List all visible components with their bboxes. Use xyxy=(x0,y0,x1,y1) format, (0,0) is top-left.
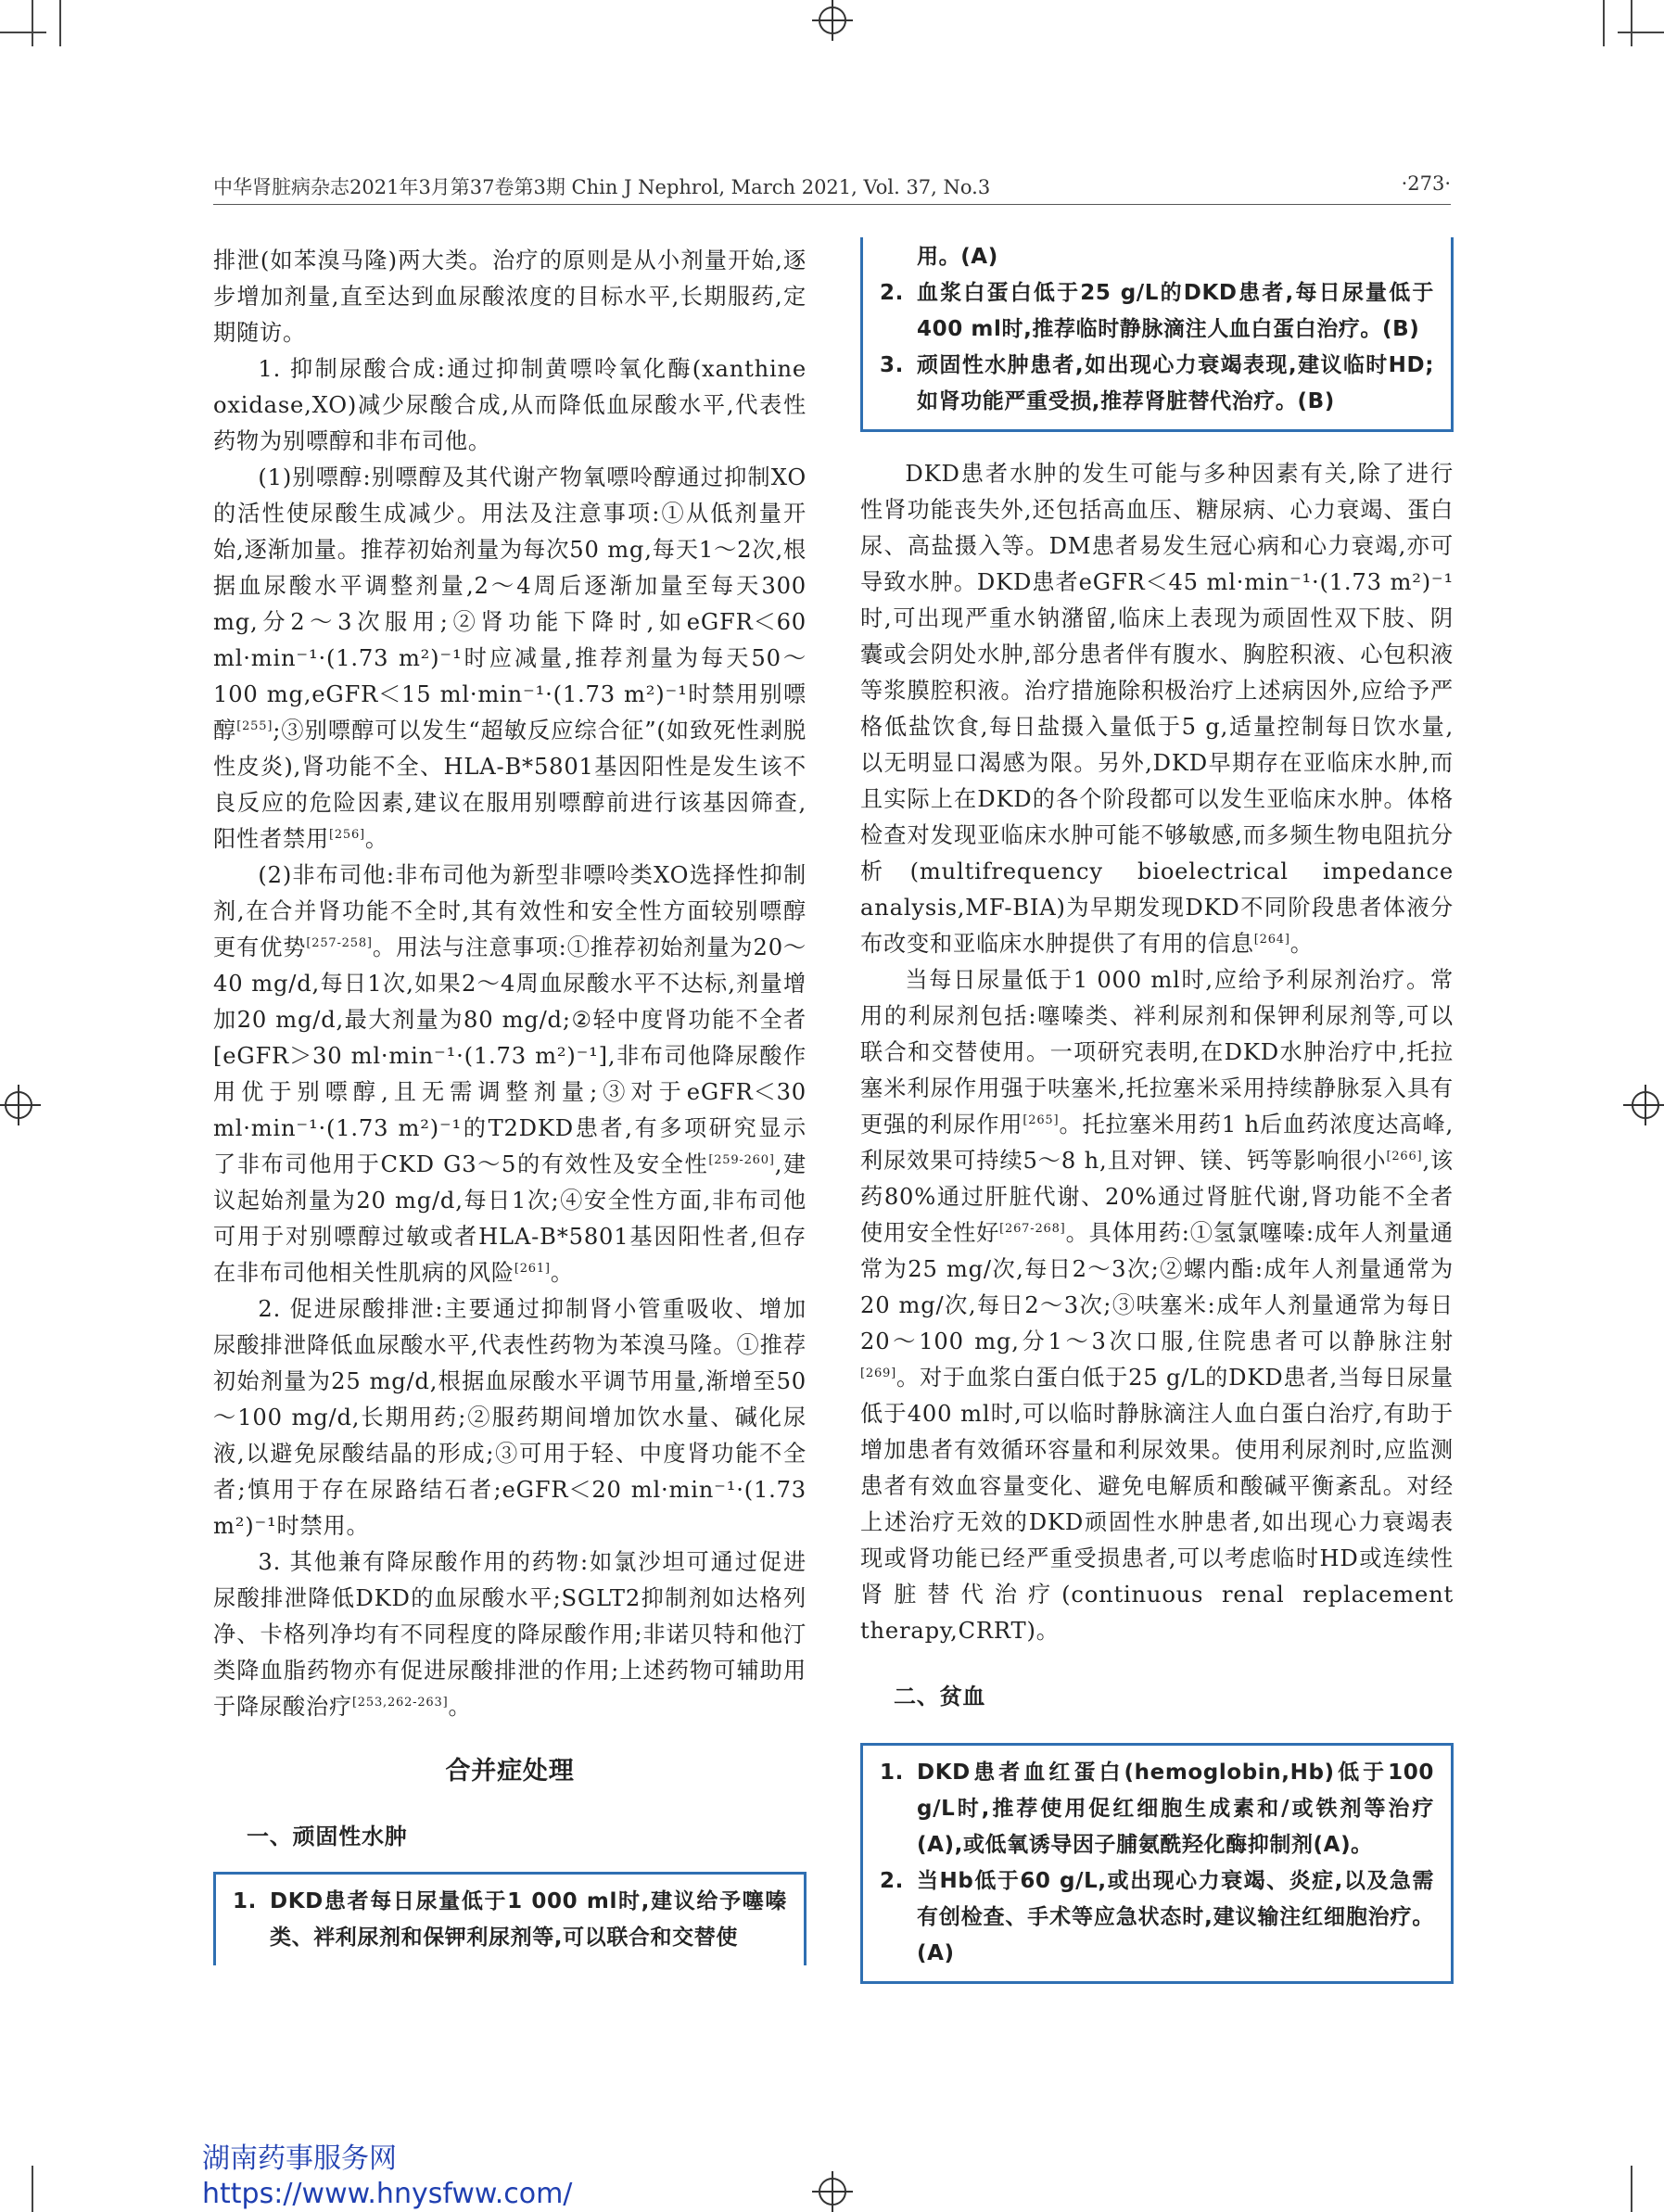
registration-mark-bottom xyxy=(808,2164,857,2212)
citation: [259-260] xyxy=(708,1152,775,1167)
right-column xyxy=(860,237,1454,1984)
citation: [265] xyxy=(1023,1112,1060,1127)
crop-mark-top-right-v xyxy=(1631,0,1632,46)
running-header xyxy=(213,167,1451,204)
citation: [264] xyxy=(1253,932,1290,947)
subsection-title: 二、贫血 xyxy=(894,1684,986,1710)
site-name: 湖南药事服务网 xyxy=(202,2142,397,2175)
recommendation-item xyxy=(880,348,1434,420)
paragraph: 排泄(如苯溴马隆)两大类。治疗的原则是从小剂量开始,逐步增加剂量,直至达到血尿酸浓度的目标水平,长期服药,定期随访。 xyxy=(213,248,807,346)
crop-mark-top-left-v xyxy=(32,0,33,46)
page-number: ·273· xyxy=(1401,172,1451,195)
citation: [267-268] xyxy=(999,1221,1066,1236)
registration-mark-right xyxy=(1616,1081,1664,1129)
paragraph: 2. 促进尿酸排泄:主要通过抑制肾小管重吸收、增加尿酸排泄降低血尿酸水平,代表性药物为苯溴马隆。①推荐初始剂量为25 mg/d,根据血尿酸水平调节用量,渐增至50～100 mg/d,长期用药;②服药期间增加饮水量、碱化尿液,以避免尿酸结晶的形成;③可用于轻、中度肾功能不全者;慎用于存在尿路结石者;eGFR＜20 ml·min⁻¹·(1.73 m²)⁻¹时禁用。 xyxy=(213,1296,807,1539)
item-number: 1. xyxy=(880,1761,904,1785)
item-text: DKD患者血红蛋白(hemoglobin,Hb)低于100 g/L时,推荐使用促红细胞生成素和/或铁剂等治疗(A),或低氧诱导因子脯氨酰羟化酶抑制剂(A)。 xyxy=(917,1761,1434,1857)
crop-mark-bottom-left-v xyxy=(32,2166,33,2212)
crop-mark-top-left-h xyxy=(0,32,46,33)
section-title: 合并症处理 xyxy=(445,1757,575,1786)
recommendation-item xyxy=(880,275,1434,348)
site-footer xyxy=(202,2142,572,2212)
citation: [255] xyxy=(236,718,273,733)
item-number: 2. xyxy=(880,1869,904,1893)
subsection-title: 一、顽固性水肿 xyxy=(247,1824,408,1850)
crop-mark-top-right-h xyxy=(1618,32,1664,33)
recommendation-item xyxy=(880,1863,1434,1972)
paragraph-diuretics: 当每日尿量低于1 000 ml时,应给予利尿剂治疗。常用的利尿剂包括:噻嗪类、袢利尿剂和保钾利尿剂等,可以联合和交替使用。一项研究表明,在DKD水肿治疗中,托拉塞米利尿作用强于呋塞米,托拉塞米采用持续静脉泵入具有更强的利尿作用[265]。托拉塞米用药1 h后血药浓度达高峰,利尿效果可持续5～8 h,且对钾、镁、钙等影响很小[266],该药80%通过肝脏代谢、20%通过肾脏代谢,肾功能不全者使用安全性好[267-268]。具体用药:①氢氯噻嗪:成年人剂量通常为25 mg/次,每日2～3次;②螺内酯:成年人剂量通常为20 mg/次,每日2～3次;③呋塞米:成年人剂量通常为每日20～100 mg,分1～3次口服,住院患者可以静脉注射[269]。对于血浆白蛋白低于25 g/L的DKD患者,当每日尿量低于400 ml时,可以临时静脉滴注人血白蛋白治疗,有助于增加患者有效循环容量和利尿效果。使用利尿剂时,应监测患者有效血容量变化、避免电解质和酸碱平衡紊乱。对经上述治疗无效的DKD顽固性水肿患者,如出现心力衰竭表现或肾功能已经严重受损患者,可以考虑临时HD或连续性肾脏替代治疗(continuous renal replacement therapy,CRRT)。 xyxy=(860,967,1454,1644)
paragraph: 1. 抑制尿酸合成:通过抑制黄嘌呤氧化酶(xanthine oxidase,XO)减少尿酸合成,从而降低血尿酸水平,代表性药物为别嘌醇和非布司他。 xyxy=(213,356,807,454)
paragraph-edema: DKD患者水肿的发生可能与多种因素有关,除了进行性肾功能丧失外,还包括高血压、糖尿病、心力衰竭、蛋白尿、高盐摄入等。DM患者易发生冠心病和心力衰竭,亦可导致水肿。DKD患者eGFR＜45 ml·min⁻¹·(1.73 m²)⁻¹时,可出现严重水钠潴留,临床上表现为顽固性双下肢、阴囊或会阴处水肿,部分患者伴有腹水、胸腔积液、心包积液等浆膜腔积液。治疗措施除积极治疗上述病因外,应给予严格低盐饮食,每日盐摄入量低于5 g,适量控制每日饮水量,以无明显口渴感为限。另外,DKD早期存在亚临床水肿,而且实际上在DKD的各个阶段都可以发生亚临床水肿。体格检查对发现亚临床水肿可能不够敏感,而多频生物电阻抗分析(multifrequency bioelectrical impedance analysis,MF-BIA)为早期发现DKD不同阶段患者体液分布改变和亚临床水肿提供了有用的信息[264]。 xyxy=(860,461,1454,957)
item-text: 用。(A) xyxy=(917,245,998,269)
recommendation-box-continued xyxy=(860,237,1454,432)
item-text: 当Hb低于60 g/L,或出现心力衰竭、炎症,以及急需有创检查、手术等应急状态时,建议输注红细胞治疗。(A) xyxy=(917,1869,1434,1965)
recommendation-box xyxy=(213,1872,807,1965)
paragraph: 3. 其他兼有降尿酸作用的药物:如氯沙坦可通过促进尿酸排泄降低DKD的血尿酸水平;SGLT2抑制剂如达格列净、卡格列净均有不同程度的降尿酸作用;非诺贝特和他汀类降血脂药物亦有促进尿酸排泄的作用;上述药物可辅助用于降尿酸治疗[253,262-263]。 xyxy=(213,1549,807,1720)
left-column xyxy=(213,243,807,1965)
recommendation-item xyxy=(880,1755,1434,1863)
item-number: 1. xyxy=(233,1889,257,1913)
citation: [253,262-263] xyxy=(351,1695,449,1710)
journal-citation: 中华肾脏病杂志2021年3月第37卷第3期 Chin J Nephrol, March 2021, Vol. 37, No.3 xyxy=(213,176,991,198)
recommendation-item xyxy=(880,239,1434,275)
citation: [266] xyxy=(1386,1149,1423,1163)
item-text: DKD患者每日尿量低于1 000 ml时,建议给予噻嗪类、袢利尿剂和保钾利尿剂等,可以联合和交替使 xyxy=(270,1889,787,1950)
citation: [256] xyxy=(328,827,365,842)
citation: [257-258] xyxy=(306,935,373,950)
item-text: 顽固性水肿患者,如出现心力衰竭表现,建议临时HD;如肾功能严重受损,推荐肾脏替代治疗。(B) xyxy=(917,353,1434,413)
item-number: 3. xyxy=(880,353,904,377)
crop-mark-top-right-v2 xyxy=(1603,0,1605,46)
citation: [261] xyxy=(514,1261,551,1276)
recommendation-box-anemia xyxy=(860,1743,1454,1984)
citation: [269] xyxy=(860,1366,896,1380)
item-number: 2. xyxy=(880,281,904,305)
registration-mark-left xyxy=(0,1081,48,1129)
item-text: 血浆白蛋白低于25 g/L的DKD患者,每日尿量低于400 ml时,推荐临时静脉滴注人血白蛋白治疗。(B) xyxy=(917,281,1434,341)
paragraph-febuxostat: (2)非布司他:非布司他为新型非嘌呤类XO选择性抑制剂,在合并肾功能不全时,其有效性和安全性方面较别嘌醇更有优势[257-258]。用法与注意事项:①推荐初始剂量为20～40 mg/d,每日1次,如果2～4周血尿酸水平不达标,剂量增加20 mg/d,最大剂量为80 mg/d;②轻中度肾功能不全者[eGFR＞30 ml·min⁻¹·(1.73 m²)⁻¹],非布司他降尿酸作用优于别嘌醇,且无需调整剂量;③对于eGFR＜30 ml·min⁻¹·(1.73 m²)⁻¹的T2DKD患者,有多项研究显示了非布司他用于CKD G3～5的有效性及安全性[259-260],建议起始剂量为20 mg/d,每日1次;④安全性方面,非布司他可用于对别嘌醇过敏或者HLA-B*5801基因阳性者,但存在非布司他相关性肌病的风险[261]。 xyxy=(213,862,807,1286)
site-url-link[interactable]: https://www.hnysfww.com/ xyxy=(202,2178,573,2210)
recommendation-item xyxy=(233,1884,787,1956)
crop-mark-bottom-right-v xyxy=(1631,2166,1632,2212)
paragraph-allopurinol: (1)别嘌醇:别嘌醇及其代谢产物氧嘌呤醇通过抑制XO的活性使尿酸生成减少。用法及注意事项:①从低剂量开始,逐渐加量。推荐初始剂量为每次50 mg,每天1～2次,根据血尿酸水平调整剂量,2～4周后逐渐加量至每天300 mg,分2～3次服用;②肾功能下降时,如eGFR＜60 ml·min⁻¹·(1.73 m²)⁻¹时应减量,推荐剂量为每天50～100 mg,eGFR＜15 ml·min⁻¹·(1.73 m²)⁻¹时禁用别嘌醇[255];③别嘌醇可以发生“超敏反应综合征”(如致死性剥脱性皮炎),肾功能不全、HLA-B*5801基因阳性是发生该不良反应的危险因素,建议在服用别嘌醇前进行该基因筛查,阳性者禁用[256]。 xyxy=(213,464,807,852)
header-rule xyxy=(213,204,1451,205)
crop-mark-top-left-v2 xyxy=(59,0,61,46)
registration-mark-top xyxy=(808,0,857,48)
